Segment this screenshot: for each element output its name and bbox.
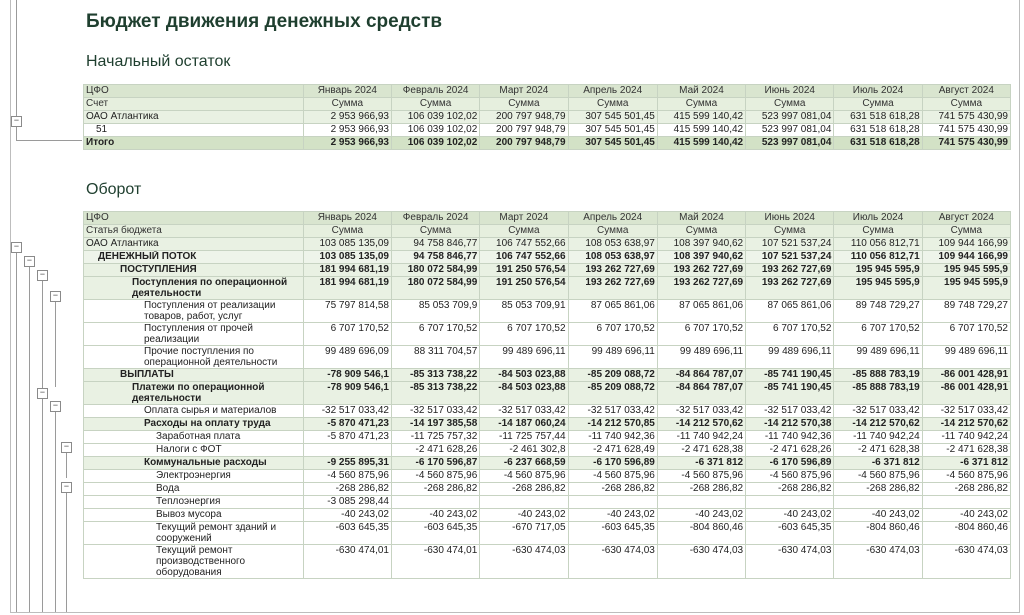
cell-value: -40 243,02 [480, 509, 568, 522]
cell-value: 99 489 696,11 [746, 346, 834, 369]
cell-value: 6 707 170,52 [303, 323, 391, 346]
total-row [84, 137, 1011, 150]
row-label: Вода [84, 483, 304, 496]
cell-value: -4 560 875,96 [568, 470, 657, 483]
cell-value: 2 953 966,93 [303, 124, 391, 137]
cell-value: -4 560 875,96 [922, 470, 1010, 483]
cell-value: -5 870 471,23 [303, 431, 391, 444]
column-subheader: Сумма [568, 225, 657, 238]
cell-value: 109 944 166,99 [922, 251, 1010, 264]
cell-value: -14 197 385,58 [391, 418, 479, 431]
collapse-toggle-icon[interactable]: − [61, 482, 72, 493]
column-header: Февраль 2024 [391, 212, 479, 225]
cell-value: 103 085 135,09 [303, 238, 391, 251]
cell-value: -11 725 757,44 [480, 431, 568, 444]
cell-value: -4 560 875,96 [480, 470, 568, 483]
cell-value: -84 503 023,88 [480, 369, 568, 382]
header-row [84, 212, 1011, 225]
cell-value: 200 797 948,79 [480, 111, 568, 124]
cell-value: -2 471 628,26 [746, 444, 834, 457]
cell-value [303, 444, 391, 457]
cell-value: -32 517 033,42 [922, 405, 1010, 418]
table-row[interactable] [84, 346, 1011, 369]
cell-value: -268 286,82 [657, 483, 745, 496]
cell-value: -268 286,82 [746, 483, 834, 496]
cell-value: 193 262 727,69 [657, 277, 745, 300]
cell-value: 6 707 170,52 [746, 323, 834, 346]
row-label: Прочие поступления по операционной деятельности [84, 346, 304, 369]
cell-value: -85 888 783,19 [834, 369, 922, 382]
cell-value: -2 471 628,26 [391, 444, 479, 457]
collapse-toggle-icon[interactable]: − [50, 401, 61, 412]
column-subheader: Сумма [568, 98, 657, 111]
cell-value: -40 243,02 [746, 509, 834, 522]
cell-value: 88 311 704,57 [391, 346, 479, 369]
cell-value: -603 645,35 [303, 522, 391, 545]
tree-line [55, 405, 56, 612]
cell-value: -86 001 428,91 [922, 369, 1010, 382]
cell-value: 6 707 170,52 [834, 323, 922, 346]
row-label: ОАО Атлантика [84, 238, 304, 251]
cell-value: 85 053 709,91 [480, 300, 568, 323]
cell-value: 307 545 501,45 [568, 137, 657, 150]
column-header: Счет [84, 98, 304, 111]
column-subheader: Сумма [480, 225, 568, 238]
cell-value: -40 243,02 [657, 509, 745, 522]
cell-value: -6 170 596,87 [391, 457, 479, 470]
cell-value: -2 471 628,49 [568, 444, 657, 457]
table-row[interactable] [84, 444, 1011, 457]
column-header: Август 2024 [922, 212, 1010, 225]
cell-value: 191 250 576,54 [480, 277, 568, 300]
column-header: Май 2024 [657, 212, 745, 225]
cell-value: 106 039 102,02 [391, 111, 479, 124]
cell-value: -4 560 875,96 [391, 470, 479, 483]
cell-value: -603 645,35 [391, 522, 479, 545]
cell-value: -84 864 787,07 [657, 382, 745, 405]
cell-value: 107 521 537,24 [746, 238, 834, 251]
cell-value: 106 747 552,66 [480, 251, 568, 264]
column-subheader: Сумма [922, 98, 1010, 111]
tree-line [66, 452, 67, 478]
table-row[interactable] [84, 300, 1011, 323]
column-header: Апрель 2024 [568, 212, 657, 225]
cell-value: 108 053 638,97 [568, 238, 657, 251]
cell-value: 108 397 940,62 [657, 251, 745, 264]
cell-value: -4 560 875,96 [303, 470, 391, 483]
cell-value: 6 707 170,52 [568, 323, 657, 346]
cell-value: 6 707 170,52 [657, 323, 745, 346]
table-row[interactable] [84, 238, 1011, 251]
cell-value: -32 517 033,42 [391, 405, 479, 418]
cell-value: -630 474,03 [480, 545, 568, 579]
cell-value: 6 707 170,52 [480, 323, 568, 346]
cell-value: 89 748 729,27 [922, 300, 1010, 323]
cell-value: -32 517 033,42 [746, 405, 834, 418]
collapse-toggle-icon[interactable]: − [37, 270, 48, 281]
cell-value: 94 758 846,77 [391, 251, 479, 264]
row-label: Поступления от реализации товаров, работ, услуг [84, 300, 304, 323]
table-row[interactable] [84, 277, 1011, 300]
row-label: Поступления по операционной деятельности [84, 277, 304, 300]
column-header: Январь 2024 [303, 212, 391, 225]
cell-value: -11 740 942,24 [657, 431, 745, 444]
cell-value [657, 496, 745, 509]
cell-value: 415 599 140,42 [657, 137, 745, 150]
collapse-toggle-icon[interactable]: − [37, 388, 48, 399]
cell-value: 99 489 696,11 [834, 346, 922, 369]
cell-value: -6 170 596,89 [746, 457, 834, 470]
tree-line [29, 262, 30, 612]
collapse-toggle-icon[interactable]: − [50, 291, 61, 302]
cell-value: 193 262 727,69 [746, 277, 834, 300]
table-row[interactable] [84, 431, 1011, 444]
table-row[interactable] [84, 483, 1011, 496]
collapse-toggle-icon[interactable]: − [61, 442, 72, 453]
cell-value: 181 994 681,19 [303, 264, 391, 277]
cell-value: 2 953 966,93 [303, 137, 391, 150]
row-label: ДЕНЕЖНЫЙ ПОТОК [84, 251, 304, 264]
row-label: Вывоз мусора [84, 509, 304, 522]
row-label: Поступления от прочей реализации [84, 323, 304, 346]
cell-value: -84 864 787,07 [657, 369, 745, 382]
column-header: Апрель 2024 [568, 85, 657, 98]
cell-value: 193 262 727,69 [746, 264, 834, 277]
cell-value: 631 518 618,28 [834, 111, 922, 124]
tree-line [16, 140, 82, 141]
header-row [84, 98, 1011, 111]
cell-value: -40 243,02 [391, 509, 479, 522]
cell-value: -32 517 033,42 [480, 405, 568, 418]
table-row[interactable] [84, 545, 1011, 579]
opening-balance-table [83, 84, 1011, 150]
cell-value: 2 953 966,93 [303, 111, 391, 124]
cell-value: -630 474,03 [657, 545, 745, 579]
cell-value: -268 286,82 [834, 483, 922, 496]
cell-value: -4 560 875,96 [746, 470, 834, 483]
cell-value [834, 496, 922, 509]
cell-value: -11 740 942,36 [568, 431, 657, 444]
cell-value: -603 645,35 [746, 522, 834, 545]
cell-value: 110 056 812,71 [834, 251, 922, 264]
cell-value: -11 725 757,32 [391, 431, 479, 444]
tree-line [42, 275, 43, 612]
cell-value: 200 797 948,79 [480, 124, 568, 137]
column-header: Март 2024 [480, 212, 568, 225]
table-row[interactable] [84, 418, 1011, 431]
column-header: Июль 2024 [834, 212, 922, 225]
cell-value: 195 945 595,9 [922, 264, 1010, 277]
cell-value: 180 072 584,99 [391, 277, 479, 300]
turnover-table [83, 211, 1011, 579]
cell-value: -2 461 302,8 [480, 444, 568, 457]
column-subheader: Сумма [391, 225, 479, 238]
cell-value: -630 474,03 [568, 545, 657, 579]
table-row[interactable] [84, 251, 1011, 264]
row-label: Налоги с ФОТ [84, 444, 304, 457]
cell-value: -40 243,02 [303, 509, 391, 522]
cell-value: 523 997 081,04 [746, 124, 834, 137]
cell-value: -84 503 023,88 [480, 382, 568, 405]
column-subheader: Сумма [746, 98, 834, 111]
cell-value: -804 860,46 [834, 522, 922, 545]
column-header: ЦФО [84, 212, 304, 225]
cell-value: 99 489 696,11 [568, 346, 657, 369]
cell-value: 180 072 584,99 [391, 264, 479, 277]
row-label: Оплата сырья и материалов [84, 405, 304, 418]
report-title: Бюджет движения денежных средств [86, 11, 443, 32]
column-header: Июнь 2024 [746, 212, 834, 225]
cell-value: 108 053 638,97 [568, 251, 657, 264]
cell-value: -40 243,02 [834, 509, 922, 522]
cell-value: 107 521 537,24 [746, 251, 834, 264]
cell-value: -6 237 668,59 [480, 457, 568, 470]
cell-value: 631 518 618,28 [834, 137, 922, 150]
cell-value: 89 748 729,27 [834, 300, 922, 323]
cell-value: 415 599 140,42 [657, 124, 745, 137]
table-row[interactable] [84, 470, 1011, 483]
cell-value: 193 262 727,69 [568, 264, 657, 277]
column-subheader: Сумма [834, 98, 922, 111]
cell-value: -6 170 596,89 [568, 457, 657, 470]
row-label: 51 [84, 124, 304, 137]
cell-value: -6 371 812 [922, 457, 1010, 470]
column-header: Июнь 2024 [746, 85, 834, 98]
table-row[interactable] [84, 124, 1011, 137]
collapse-toggle-icon[interactable]: − [24, 256, 35, 267]
cell-value: 741 575 430,99 [922, 124, 1010, 137]
column-header: Август 2024 [922, 85, 1010, 98]
cell-value [391, 496, 479, 509]
cell-value: 103 085 135,09 [303, 251, 391, 264]
table-row[interactable] [84, 382, 1011, 405]
cell-value: 195 945 595,9 [834, 277, 922, 300]
cell-value: 307 545 501,45 [568, 111, 657, 124]
cell-value: -4 560 875,96 [657, 470, 745, 483]
cell-value: 191 250 576,54 [480, 264, 568, 277]
row-label: Коммунальные расходы [84, 457, 304, 470]
cell-value: 193 262 727,69 [657, 264, 745, 277]
collapse-toggle-icon[interactable]: − [11, 242, 22, 253]
cell-value: -6 371 812 [657, 457, 745, 470]
row-label: Текущий ремонт зданий и сооружений [84, 522, 304, 545]
cell-value: -2 471 628,38 [657, 444, 745, 457]
cell-value: -85 209 088,72 [568, 369, 657, 382]
cell-value: 195 945 595,9 [922, 277, 1010, 300]
cell-value: 87 065 861,06 [657, 300, 745, 323]
cell-value: 195 945 595,9 [834, 264, 922, 277]
row-label: Теплоэнергия [84, 496, 304, 509]
cell-value: -603 645,35 [568, 522, 657, 545]
table-row[interactable] [84, 509, 1011, 522]
column-header: ЦФО [84, 85, 304, 98]
opening-balance-heading: Начальный остаток [86, 53, 231, 70]
row-label: Расходы на оплату труда [84, 418, 304, 431]
header-row [84, 85, 1011, 98]
table-row[interactable] [84, 522, 1011, 545]
table-row[interactable] [84, 369, 1011, 382]
cell-value: -630 474,01 [303, 545, 391, 579]
column-subheader: Сумма [834, 225, 922, 238]
column-subheader: Сумма [657, 225, 745, 238]
cell-value: -804 860,46 [922, 522, 1010, 545]
cell-value: -268 286,82 [480, 483, 568, 496]
cell-value: -14 212 570,85 [568, 418, 657, 431]
cell-value: -268 286,82 [568, 483, 657, 496]
row-label: Заработная плата [84, 431, 304, 444]
cell-value: -2 471 628,38 [922, 444, 1010, 457]
column-subheader: Сумма [303, 98, 391, 111]
cell-value: 415 599 140,42 [657, 111, 745, 124]
row-label: Электроэнергия [84, 470, 304, 483]
cell-value: -14 212 570,62 [657, 418, 745, 431]
cell-value: -14 212 570,62 [922, 418, 1010, 431]
cell-value: 200 797 948,79 [480, 137, 568, 150]
cell-value: 741 575 430,99 [922, 111, 1010, 124]
cell-value: -85 313 738,22 [391, 369, 479, 382]
cell-value: 106 039 102,02 [391, 137, 479, 150]
cell-value: -14 187 060,24 [480, 418, 568, 431]
column-subheader: Сумма [303, 225, 391, 238]
cell-value: 193 262 727,69 [568, 277, 657, 300]
cell-value [568, 496, 657, 509]
tree-line [66, 493, 67, 612]
cell-value: -3 085 298,44 [303, 496, 391, 509]
cell-value: -78 909 546,1 [303, 382, 391, 405]
cell-value: -4 560 875,96 [834, 470, 922, 483]
column-header: Статья бюджета [84, 225, 304, 238]
cell-value [922, 496, 1010, 509]
table-row[interactable] [84, 323, 1011, 346]
row-label: Итого [84, 137, 304, 150]
row-label: ВЫПЛАТЫ [84, 369, 304, 382]
column-subheader: Сумма [922, 225, 1010, 238]
cell-value: -11 740 942,24 [834, 431, 922, 444]
cell-value: 631 518 618,28 [834, 124, 922, 137]
cell-value: 523 997 081,04 [746, 137, 834, 150]
cell-value: -5 870 471,23 [303, 418, 391, 431]
cell-value: 106 747 552,66 [480, 238, 568, 251]
cell-value: -85 209 088,72 [568, 382, 657, 405]
column-header: Январь 2024 [303, 85, 391, 98]
cell-value: -85 313 738,22 [391, 382, 479, 405]
cell-value: -268 286,82 [303, 483, 391, 496]
table-row[interactable] [84, 264, 1011, 277]
cell-value: -40 243,02 [568, 509, 657, 522]
cell-value: -670 717,05 [480, 522, 568, 545]
table-row[interactable] [84, 405, 1011, 418]
cell-value: 94 758 846,77 [391, 238, 479, 251]
cell-value: 181 994 681,19 [303, 277, 391, 300]
collapse-toggle-icon[interactable]: − [11, 116, 22, 127]
column-subheader: Сумма [657, 98, 745, 111]
cell-value [480, 496, 568, 509]
row-label: ПОСТУПЛЕНИЯ [84, 264, 304, 277]
row-label: Текущий ремонт производственного оборудования [84, 545, 304, 579]
cell-value: -14 212 570,62 [834, 418, 922, 431]
column-subheader: Сумма [746, 225, 834, 238]
column-header: Февраль 2024 [391, 85, 479, 98]
cell-value: -630 474,01 [391, 545, 479, 579]
cell-value: -85 888 783,19 [834, 382, 922, 405]
tree-line [55, 297, 56, 387]
cell-value: -85 741 190,45 [746, 369, 834, 382]
table-row[interactable] [84, 496, 1011, 509]
cell-value [746, 496, 834, 509]
cell-value: 523 997 081,04 [746, 111, 834, 124]
cell-value: -32 517 033,42 [568, 405, 657, 418]
column-header: Май 2024 [657, 85, 745, 98]
cell-value: -2 471 628,38 [834, 444, 922, 457]
cell-value: -14 212 570,38 [746, 418, 834, 431]
cell-value: 87 065 861,06 [568, 300, 657, 323]
cell-value: 99 489 696,09 [303, 346, 391, 369]
header-row [84, 225, 1011, 238]
cell-value: -9 255 895,31 [303, 457, 391, 470]
cell-value: 106 039 102,02 [391, 124, 479, 137]
cell-value: -32 517 033,42 [834, 405, 922, 418]
cell-value: -268 286,82 [922, 483, 1010, 496]
cell-value: 75 797 814,58 [303, 300, 391, 323]
cell-value: -630 474,03 [834, 545, 922, 579]
cell-value: 741 575 430,99 [922, 137, 1010, 150]
cell-value: 87 065 861,06 [746, 300, 834, 323]
column-header: Март 2024 [480, 85, 568, 98]
cell-value: 6 707 170,52 [391, 323, 479, 346]
cell-value: -268 286,82 [391, 483, 479, 496]
cell-value: 99 489 696,11 [480, 346, 568, 369]
cell-value: -85 741 190,45 [746, 382, 834, 405]
cell-value: 109 944 166,99 [922, 238, 1010, 251]
cell-value: -11 740 942,36 [746, 431, 834, 444]
row-label: Платежи по операционной деятельности [84, 382, 304, 405]
cell-value: -32 517 033,42 [657, 405, 745, 418]
cell-value: -32 517 033,42 [303, 405, 391, 418]
table-row[interactable] [84, 111, 1011, 124]
tree-line [16, 248, 17, 612]
cell-value: -630 474,03 [922, 545, 1010, 579]
cell-value: -11 740 942,24 [922, 431, 1010, 444]
cell-value: 110 056 812,71 [834, 238, 922, 251]
cell-value: 99 489 696,11 [657, 346, 745, 369]
row-label: ОАО Атлантика [84, 111, 304, 124]
cell-value: -86 001 428,91 [922, 382, 1010, 405]
cell-value: 85 053 709,9 [391, 300, 479, 323]
column-subheader: Сумма [391, 98, 479, 111]
turnover-heading: Оборот [86, 181, 142, 198]
cell-value: -630 474,03 [746, 545, 834, 579]
cell-value: -6 371 812 [834, 457, 922, 470]
cell-value: -78 909 546,1 [303, 369, 391, 382]
table-row[interactable] [84, 457, 1011, 470]
cell-value: 108 397 940,62 [657, 238, 745, 251]
cell-value: 307 545 501,45 [568, 124, 657, 137]
cell-value: 6 707 170,52 [922, 323, 1010, 346]
cell-value: -804 860,46 [657, 522, 745, 545]
cell-value: -40 243,02 [922, 509, 1010, 522]
column-header: Июль 2024 [834, 85, 922, 98]
column-subheader: Сумма [480, 98, 568, 111]
cell-value: 99 489 696,11 [922, 346, 1010, 369]
